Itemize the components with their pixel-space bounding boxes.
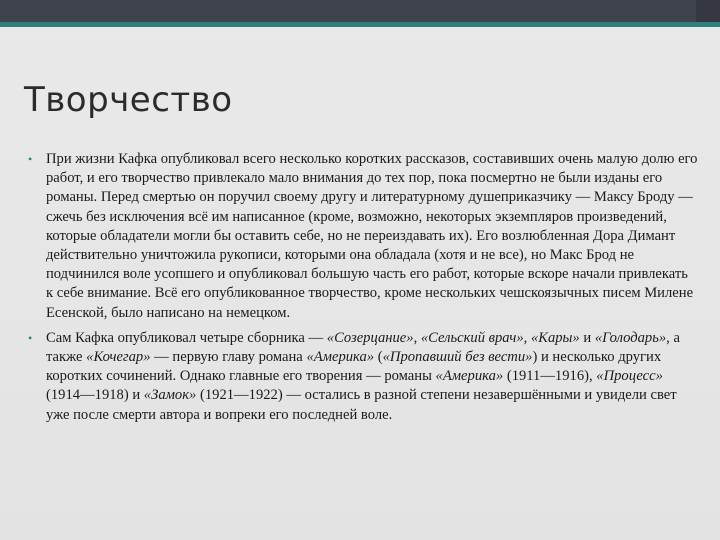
text-segment: (1914—1918) и bbox=[46, 387, 144, 404]
slide-title: Творчество bbox=[24, 80, 233, 120]
bullet-dot-icon: • bbox=[28, 152, 33, 166]
bullet-list bbox=[26, 150, 698, 431]
text-segment: (1911—1916), bbox=[503, 368, 597, 385]
text-segment: ) и несколько других коротких сочинений. Однако главные его творения — романы bbox=[46, 349, 662, 385]
bullet-text bbox=[46, 330, 680, 423]
work-title-italic: «Кочегар» bbox=[86, 349, 151, 366]
bullet-item bbox=[26, 150, 698, 323]
work-title-italic: «Созерцание» bbox=[326, 329, 414, 346]
top-bar bbox=[0, 0, 720, 22]
work-title-italic: «Кары» bbox=[530, 329, 580, 346]
work-title-italic: «Процесс» bbox=[596, 368, 663, 385]
work-title-italic: «Пропавший без вести» bbox=[382, 349, 533, 366]
bullet-item bbox=[26, 329, 698, 425]
top-accent-stripe bbox=[0, 22, 720, 27]
text-segment: и bbox=[579, 329, 595, 346]
text-segment: Сам Кафка опубликовал четыре сборника — bbox=[46, 329, 327, 346]
text-segment: , bbox=[413, 329, 421, 346]
work-title-italic: «Америка» bbox=[435, 368, 504, 385]
text-segment: ( bbox=[374, 349, 383, 366]
text-segment: , а также bbox=[46, 329, 680, 366]
text-segment: , bbox=[523, 329, 531, 346]
work-title-italic: «Замок» bbox=[143, 387, 197, 404]
text-segment: При жизни Кафка опубликовал всего несколько коротких рассказов, составивших очень малую долю его работ, и его творчество привлекало мало внимания до тех пор, пока посмертно не были изданы его романы. Перед смертью он поручил своему другу и литературному душеприказчику — Максу Броду — сжечь без исключения всё им написанное (кроме, возможно, некоторых экземпляров произведений, которые обладатели могли бы оставить себе, но не переиздавать их). Его возлюбленная Дора Димант действительно уничтожила рукописи, которыми она обладала (хотя и не все), но Макс Брод не подчинился воле усопшего и опубликовал большую часть его работ, которые вскоре начали привлекать к себе внимание. Всё его опубликованное творчество, кроме нескольких чешскоязычных писем Милене Есенской, было написано на немецком. bbox=[46, 151, 698, 321]
text-segment: (1921—1922) — остались в разной степени незавершёнными и увидели свет уже после смерти автора и вопреки его последней воле. bbox=[46, 387, 677, 423]
work-title-italic: «Америка» bbox=[306, 349, 375, 366]
bullet-dot-icon: • bbox=[28, 330, 33, 345]
text-segment: — первую главу романа bbox=[150, 349, 307, 366]
top-bar-corner bbox=[696, 0, 720, 22]
bullet-text bbox=[46, 151, 697, 321]
work-title-italic: «Голодарь» bbox=[594, 329, 667, 346]
work-title-italic: «Сельский врач» bbox=[420, 329, 524, 346]
